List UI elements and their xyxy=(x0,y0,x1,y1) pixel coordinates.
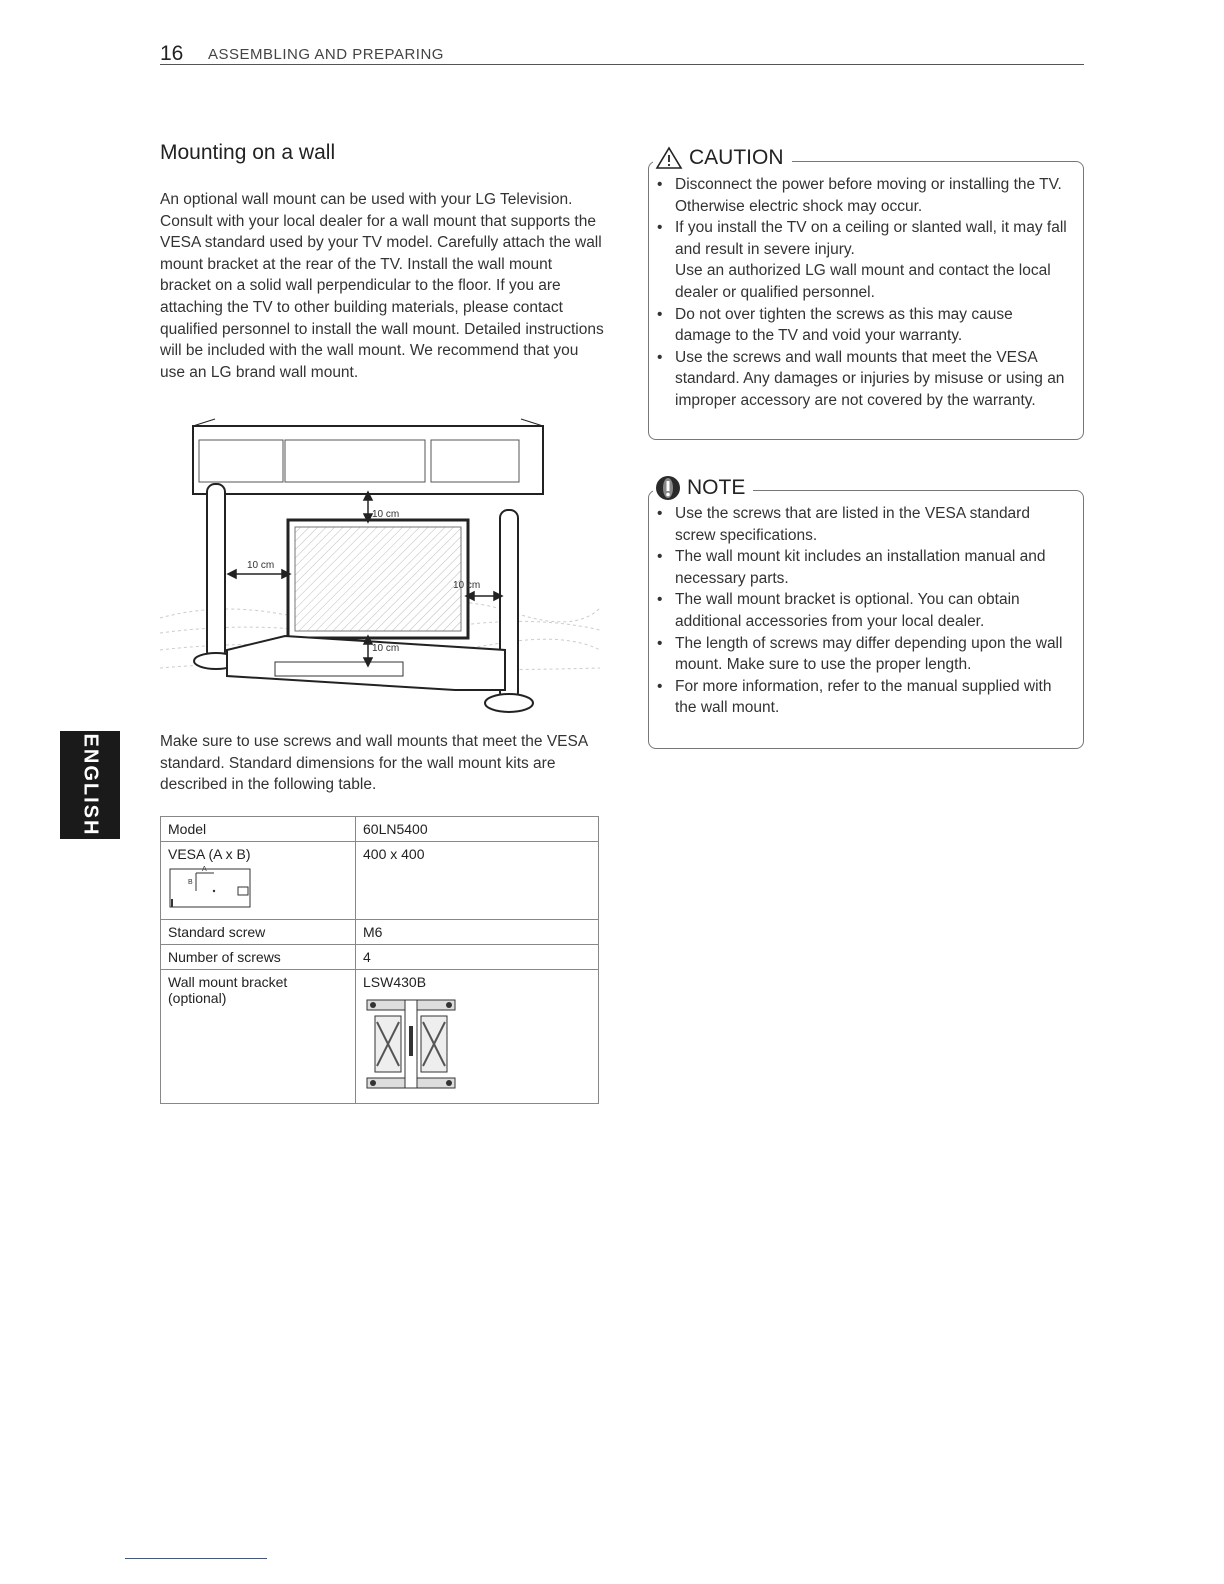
screw-value: M6 xyxy=(356,920,599,945)
bracket-value: LSW430B xyxy=(363,974,427,990)
language-tab-label: ENGLISH xyxy=(79,733,102,837)
bracket-value-cell xyxy=(356,970,599,1104)
language-tab xyxy=(60,731,120,839)
screw-label: Standard screw xyxy=(161,920,356,945)
warning-triangle-icon xyxy=(655,146,683,170)
table-row xyxy=(161,817,599,842)
bracket-cell xyxy=(161,970,356,1104)
list-item: • Use the screws and wall mounts that meet the VESA standard. Any damages or injuries by misuse or using an improper accessory are not covered by the warranty. xyxy=(675,347,1069,412)
left-clearance-label: 10 cm xyxy=(247,560,275,571)
caution-heading xyxy=(653,146,792,170)
bracket-label-line1: Wall mount bracket xyxy=(168,974,288,990)
page-title: Mounting on a wall xyxy=(160,141,336,164)
caution-list xyxy=(649,162,1083,412)
intro-paragraph: An optional wall mount can be used with your LG Television. Consult with your local dealer for a wall mount that supports the VESA standard used by your TV model. Carefully attach the wall mount bracket at the rear of the TV. Install the wall mount bracket on a solid wall perpendicular to the floor. If you are attaching the TV to other building materials, please contact qualified personnel to install the wall mount. Detailed instructions will be included with the wall mount. We recommend that you use an LG brand wall mount. xyxy=(160,191,604,381)
table-row xyxy=(161,945,599,970)
table-row xyxy=(161,920,599,945)
page-header xyxy=(160,42,1084,65)
vesa-paragraph: Make sure to use screws and wall mounts that meet the VESA standard. Standard dimensions for the wall mount kits are described in the following table. xyxy=(160,733,588,794)
list-item: • Use the screws that are listed in the VESA standard screw specifications. xyxy=(675,503,1069,546)
caution-title: CAUTION xyxy=(689,146,784,169)
wall-mount-illustration xyxy=(155,418,605,723)
list-item: • The wall mount kit includes an installation manual and necessary parts. xyxy=(675,546,1069,589)
vesa-value: 400 x 400 xyxy=(356,842,599,920)
vesa-b-label: B xyxy=(188,879,193,886)
note-title: NOTE xyxy=(687,476,746,499)
note-heading xyxy=(653,475,753,501)
note-icon xyxy=(655,475,681,501)
spec-table xyxy=(160,816,599,1104)
caution-item-text: If you install the TV on a ceiling or slanted wall, it may fall and result in severe injury. xyxy=(675,219,1067,258)
note-list xyxy=(649,491,1083,719)
model-label: Model xyxy=(161,817,356,842)
list-item: • Do not over tighten the screws as this may cause damage to the TV and void your warranty. xyxy=(675,304,1069,347)
clearance-diagram xyxy=(155,418,605,723)
list-item: • The wall mount bracket is optional. You can obtain additional accessories from your local dealer. xyxy=(675,589,1069,632)
note-box xyxy=(648,476,1084,749)
vesa-diagram xyxy=(168,865,252,909)
count-value: 4 xyxy=(356,945,599,970)
table-row xyxy=(161,970,599,1104)
vesa-a-label: A xyxy=(202,866,207,873)
caution-item-continuation: Use an authorized LG wall mount and contact the local dealer or qualified personnel. xyxy=(675,262,1051,301)
tv xyxy=(288,520,468,638)
vesa-label: VESA (A x B) xyxy=(168,846,251,862)
table-row xyxy=(161,842,599,920)
upper-cabinet xyxy=(193,419,543,494)
top-clearance-label: 10 cm xyxy=(372,509,400,520)
wall-bracket-image xyxy=(363,996,459,1092)
list-item: • Disconnect the power before moving or installing the TV. Otherwise electric shock may occur. xyxy=(675,174,1069,217)
footer-rule xyxy=(125,1558,267,1559)
bottom-clearance-label: 10 cm xyxy=(372,643,400,654)
right-clearance-label: 10 cm xyxy=(453,580,481,591)
bracket-label-line2: (optional) xyxy=(168,990,227,1006)
page-number: 16 xyxy=(160,42,184,65)
list-item: • For more information, refer to the manual supplied with the wall mount. xyxy=(675,676,1069,719)
section-label: ASSEMBLING AND PREPARING xyxy=(208,46,444,63)
caution-box xyxy=(648,146,1084,440)
vesa-cell xyxy=(161,842,356,920)
list-item xyxy=(675,217,1069,303)
list-item: • The length of screws may differ depending upon the wall mount. Make sure to use the proper length. xyxy=(675,633,1069,676)
model-value: 60LN5400 xyxy=(356,817,599,842)
count-label: Number of screws xyxy=(161,945,356,970)
